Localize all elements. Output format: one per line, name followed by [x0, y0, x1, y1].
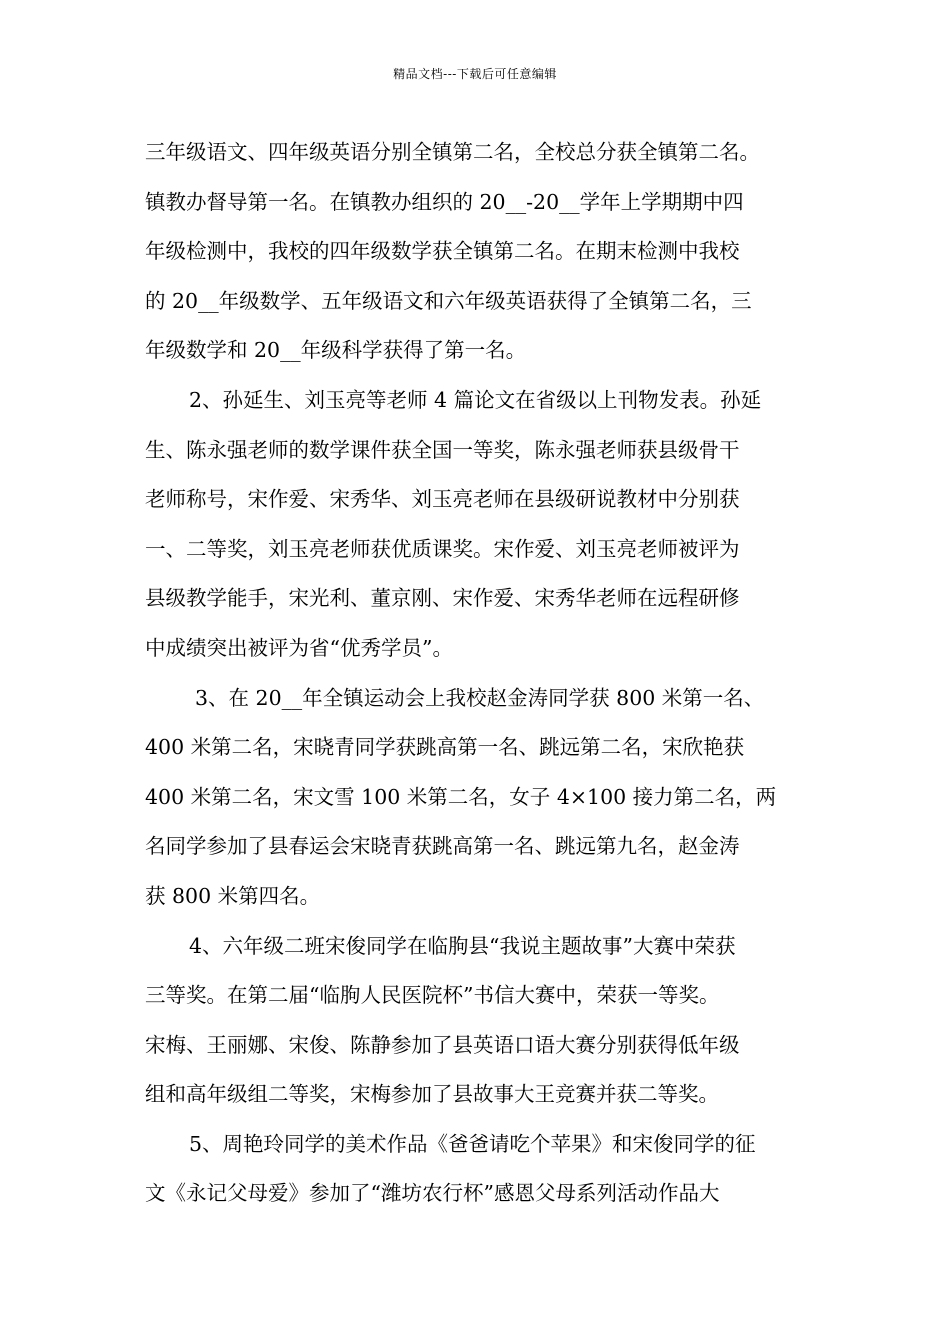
text-line: 中成绩突出被评为省“优秀学员”。 — [145, 635, 453, 660]
paragraph-2-first-line: 2、孙延生、刘玉亮等老师 4 篇论文在省级以上刊物发表。孙延 — [189, 387, 762, 412]
text-line: 组和高年级组二等奖，宋梅参加了县故事大王竞赛并获二等奖。 — [145, 1082, 719, 1107]
text-line: 三等奖。在第二届“临朐人民医院杯”书信大赛中，荣获一等奖。 — [145, 983, 720, 1008]
text-line: 年级检测中，我校的四年级数学获全镇第二名。在期末检测中我校 — [145, 239, 740, 264]
text-line: 一、二等奖，刘玉亮老师获优质课奖。宋作爱、刘玉亮老师被评为 — [145, 536, 740, 561]
text-line: 名同学参加了县春运会宋晓青获跳高第一名、跳远第九名，赵金涛 — [145, 834, 740, 859]
text-line: 年级数学和 20__年级科学获得了第一名。 — [145, 338, 527, 363]
text-line: 县级教学能手，宋光利、董京刚、宋作爱、宋秀华老师在远程研修 — [145, 586, 740, 611]
text-line: 生、陈永强老师的数学课件获全国一等奖，陈永强老师获县级骨干 — [145, 437, 740, 462]
text-line: 400 米第二名，宋晓青同学获跳高第一名、跳远第二名，宋欣艳获 — [145, 735, 745, 760]
paragraph-5-first-line: 5、周艳玲同学的美术作品《爸爸请吃个苹果》和宋俊同学的征 — [189, 1131, 756, 1156]
text-line: 三年级语文、四年级英语分别全镇第二名，全校总分获全镇第二名。 — [145, 140, 760, 164]
text-line: 宋梅、王丽娜、宋俊、陈静参加了县英语口语大赛分别获得低年级 — [145, 1032, 740, 1057]
document-body — [145, 128, 815, 1219]
text-line: 老师称号，宋作爱、宋秀华、刘玉亮老师在县级研说教材中分别获 — [145, 487, 740, 512]
text-line: 的 20__年级数学、五年级语文和六年级英语获得了全镇第二名，三 — [145, 288, 752, 313]
page-header: 精品文档---下载后可任意编辑 — [393, 67, 557, 81]
paragraph-3-first-line: 3、在 20__年全镇运动会上我校赵金涛同学获 800 米第一名、 — [195, 685, 765, 710]
text-line: 获 800 米第四名。 — [145, 883, 321, 908]
text-line: 文《永记父母爱》参加了“潍坊农行杯”感恩父母系列活动作品大 — [145, 1181, 720, 1206]
text-line: 400 米第二名，宋文雪 100 米第二名，女子 4×100 接力第二名，两 — [145, 784, 777, 809]
text-line: 镇教办督导第一名。在镇教办组织的 20__-20__学年上学期期中四 — [145, 189, 744, 214]
paragraph-4-first-line: 4、六年级二班宋俊同学在临朐县“我说主题故事”大赛中荣获 — [189, 933, 736, 958]
